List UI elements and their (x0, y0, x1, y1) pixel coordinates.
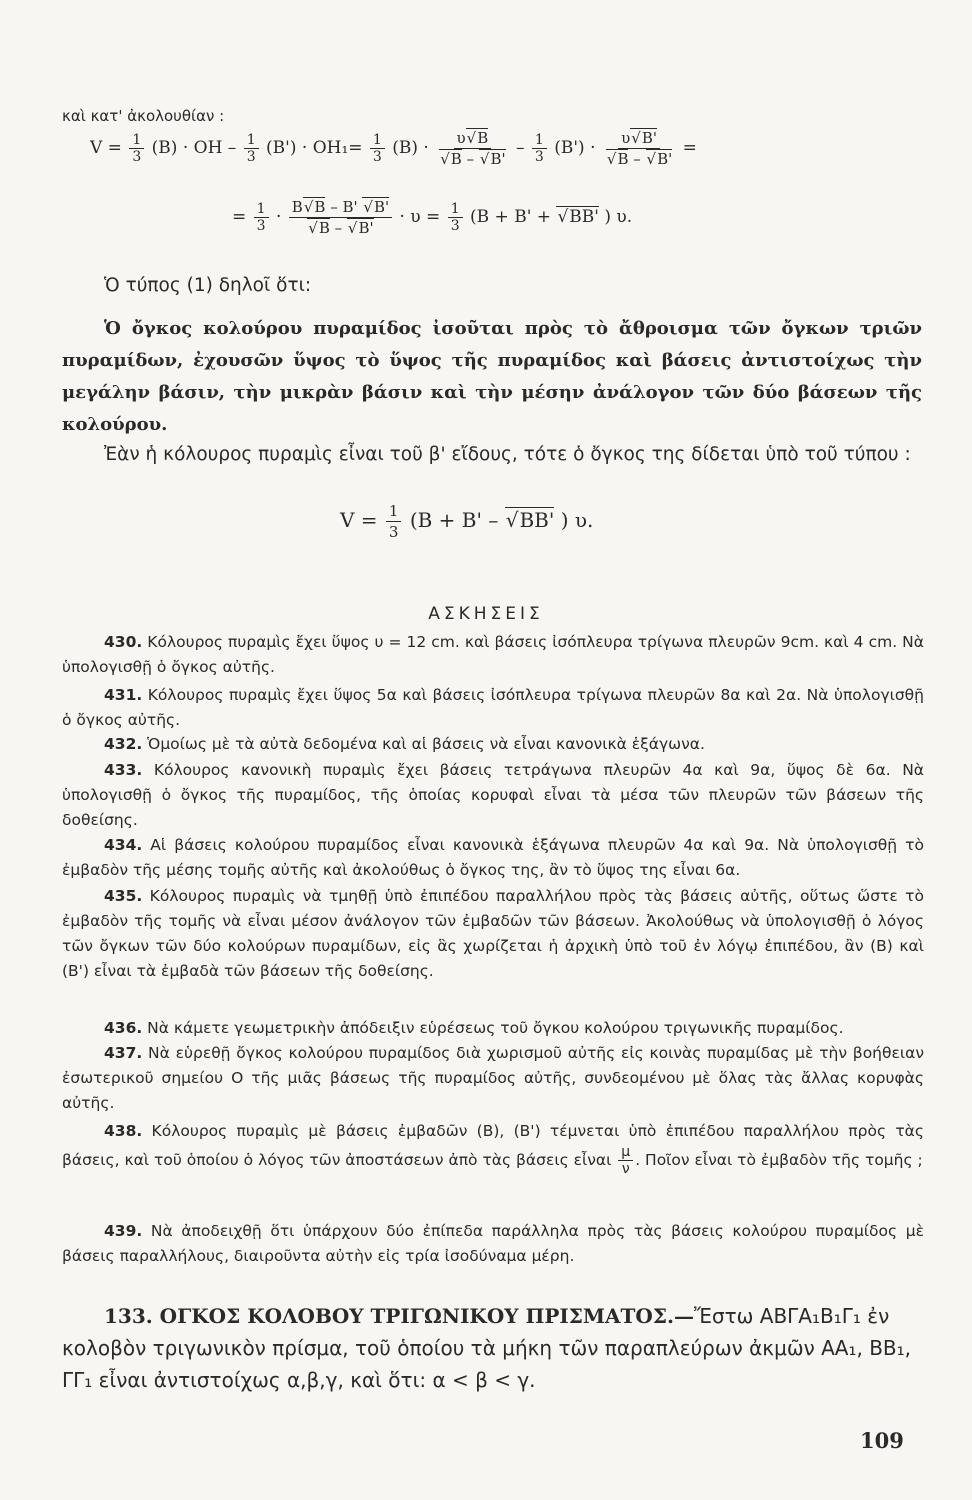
section-133 (62, 1300, 924, 1396)
formula2-dot: · (275, 207, 282, 227)
exercise-item: 434. Αἱ βάσεις κολούρου πυραμίδος εἶναι κανονικὰ ἑξάγωνα πλευρῶν 4α καὶ 9α. Νὰ ὑπολογισθῇ τὸ ἐμβαδὸν τῆς μέσης τομῆς αὐτῆς καὶ ἀκολούθως ὁ ὄγκος της, ἂν τὸ ὕψος της εἶναι 6α. (62, 836, 924, 879)
formula1-term: (Β) · (392, 138, 429, 158)
formula2-eq: = (232, 207, 247, 227)
formula1-term: (Β') · (554, 138, 596, 158)
exercise-item: 436. Νὰ κάμετε γεωμετρικὴν ἀπόδειξιν εὑρέσεως τοῦ ὄγκου κολούρου τριγωνικῆς πυραμίδος. (104, 1019, 844, 1037)
exercise-item: 430. Κόλουρος πυραμὶς ἔχει ὕψος υ = 12 cm. καὶ βάσεις ἰσόπλευρα τρίγωνα πλευρῶν 9cm. καὶ 4 cm. Νὰ ὑπολογισθῇ ὁ ὄγκος αὐτῆς. (62, 633, 924, 676)
fraction: $\frac{1}{3}$ (386, 501, 402, 542)
exercise-item: 431. Κόλουρος πυραμὶς ἔχει ὕψος 5α καὶ βάσεις ἰσόπλευρα τρίγωνα πλευρῶν 8α καὶ 2α. Νὰ ὑπολογισθῇ ὁ ὄγκος αὐτῆς. (62, 686, 924, 729)
exercise-item: 432. Ὁμοίως μὲ τὰ αὐτὰ δεδομένα καὶ αἱ βάσεις νὰ εἶναι κανονικὰ ἑξάγωνα. (104, 735, 705, 753)
intro-text: καὶ κατ' ἀκολουθίαν : (62, 107, 225, 125)
formula1-end: = (682, 138, 697, 158)
section-text: Ἔστω ΑΒΓΑ₁Β₁Γ₁ ἐν κολοβὸν τριγωνικὸν πρίσμα, τοῦ ὁποίου τὰ μήκη τῶν παραπλεύρων ἀκμῶν ΑΑ₁, ΒΒ₁, ΓΓ₁ εἶναι ἀντιστοίχως α,β,γ, καὶ ὅτι: α < β < γ. (62, 1304, 912, 1392)
paragraph-second-kind: Ἐὰν ἡ κόλουρος πυραμὶς εἶναι τοῦ β' εἴδους, τότε ὁ ὄγκος της δίδεται ὑπὸ τοῦ τύπου : (104, 444, 911, 465)
second-kind-formula (340, 501, 593, 542)
radical-fraction: Β√ Β – Β' √ Β' √ Β – √ Β' (289, 197, 392, 238)
formula1-term: (Β) · ΟΗ – (151, 138, 237, 158)
section-title: 133. ΟΓΚΟΣ ΚΟΛΟΒΟΥ ΤΡΙΓΩΝΙΚΟΥ ΠΡΙΣΜΑΤΟΣ.— (104, 1304, 694, 1328)
fraction: $\frac{1}{3}$ (532, 132, 547, 165)
volume-formula-line-2 (232, 197, 632, 238)
exercise-item: 437. Νὰ εὑρεθῇ ὄγκος κολούρου πυραμίδος διὰ χωρισμοῦ αὐτῆς εἰς κοινὰς πυραμίδας μὲ τὴν βοήθειαν ἐσωτερικοῦ σημείου Ο τῆς μιᾶς βάσεως τῆς πυραμίδος αὐτῆς, συνδεομένου μὲ ὅλας τὰς ἄλλας κορυφὰς αὐτῆς. (62, 1044, 924, 1112)
formula1-minus: – (516, 138, 525, 158)
fraction: $\frac{1}{3}$ (129, 132, 144, 165)
radical-fraction: υ√ Β' √ Β – √ Β' (603, 128, 675, 169)
exercise-item: 439. Νὰ ἀποδειχθῇ ὅτι ὑπάρχουν δύο ἐπίπεδα παράλληλα πρὸς τὰς βάσεις κολούρου πυραμίδος μὲ βάσεις παραλλήλους, διαιροῦντα αὐτὴν εἰς τρία ἰσοδύναμα μέρη. (62, 1222, 924, 1265)
ratio-fraction: $\frac{\mu}{\nu}$ (618, 1144, 633, 1177)
fraction: $\frac{1}{3}$ (448, 201, 463, 234)
exercise-item: 438. Κόλουρος πυραμὶς μὲ βάσεις ἐμβαδῶν (Β), (Β') τέμνεται ὑπὸ ἐπιπέδου παραλλήλου πρὸς τὰς βάσεις, καὶ τοῦ ὁποίου ὁ λόγος τῶν ἀποστάσεων ἀπὸ τὰς βάσεις εἶναι $\frac{\mu}{\nu}$ . Ποῖον εἶναι τὸ ἐμβαδὸν τῆς τομῆς ; (62, 1122, 924, 1177)
formula2-rest: (Β + Β' + (470, 207, 552, 227)
volume-formula-line-1 (90, 128, 697, 169)
formula3-end: ) υ. (560, 508, 594, 532)
radical-fraction: υ√ Β √ Β – √ Β' (436, 128, 508, 169)
exercise-item: 435. Κόλουρος πυραμὶς νὰ τμηθῇ ὑπὸ ἐπιπέδου παραλλήλου πρὸς τὰς βάσεις αὐτῆς, οὕτως ὥστε τὸ ἐμβαδὸν τῆς τομῆς νὰ εἶναι μέσον ἀνάλογον τῶν ἐμβαδῶν τῶν βάσεων. Ἀκολούθως νὰ ὑπολογισθῇ ὁ λόγος τῶν ὄγκων τῶν δύο κολούρων πυραμίδων, εἰς ἃς χωρίζεται ἡ ἀρχικὴ ὑπὸ τοῦ ἐν λόγῳ ἐπιπέδου, ἂν (Β) καὶ (Β') εἶναι τὰ ἐμβαδὰ τῶν βάσεων τῆς δοθείσης. (62, 887, 924, 980)
paragraph-formula-meaning: Ὁ τύπος (1) δηλοῖ ὅτι: (104, 275, 312, 296)
formula2-end: ) υ. (604, 207, 633, 227)
formula3-rest: (B + B' – (409, 508, 499, 532)
formula3-lhs: V = (340, 508, 378, 532)
fraction: $\frac{1}{3}$ (254, 201, 269, 234)
formula1-term: (Β') · ΟΗ₁= (266, 138, 363, 158)
formula3-radical: √ BB' (505, 507, 555, 532)
formula2-radical: √ ΒΒ' (556, 206, 599, 227)
exercises-heading: ΑΣΚΗΣΕΙΣ (428, 604, 544, 624)
exercise-item: 433. Κόλουρος κανονικὴ πυραμὶς ἔχει βάσεις τετράγωνα πλευρῶν 4α καὶ 9α, ὕψος δὲ 6α. Νὰ ὑπολογισθῇ ὁ ὄγκος τῆς πυραμίδος, τῆς ὁποίας κορυφαὶ εἶναι τὰ μέσα τῶν πλευρῶν τῶν βάσεων τῆς δοθείσης. (62, 761, 924, 829)
fraction: $\frac{1}{3}$ (244, 132, 259, 165)
formula1-lhs: V = (90, 138, 122, 158)
theorem-statement: Ὁ ὄγκος κολούρου πυραμίδος ἰσοῦται πρὸς τὸ ἄθροισμα τῶν ὄγκων τριῶν πυραμίδων, ἐχουσῶν ὕψος τὸ ὕψος τῆς πυραμίδος καὶ βάσεις ἀντιστοίχως τὴν μεγάλην βάσιν, τὴν μικρὰν βάσιν καὶ τὴν μέσην ἀνάλογον τῶν δύο βάσεων τῆς κολούρου. (62, 318, 922, 435)
fraction: $\frac{1}{3}$ (370, 132, 385, 165)
formula2-mid: · υ = (399, 207, 441, 227)
page-number: 109 (860, 1428, 904, 1453)
